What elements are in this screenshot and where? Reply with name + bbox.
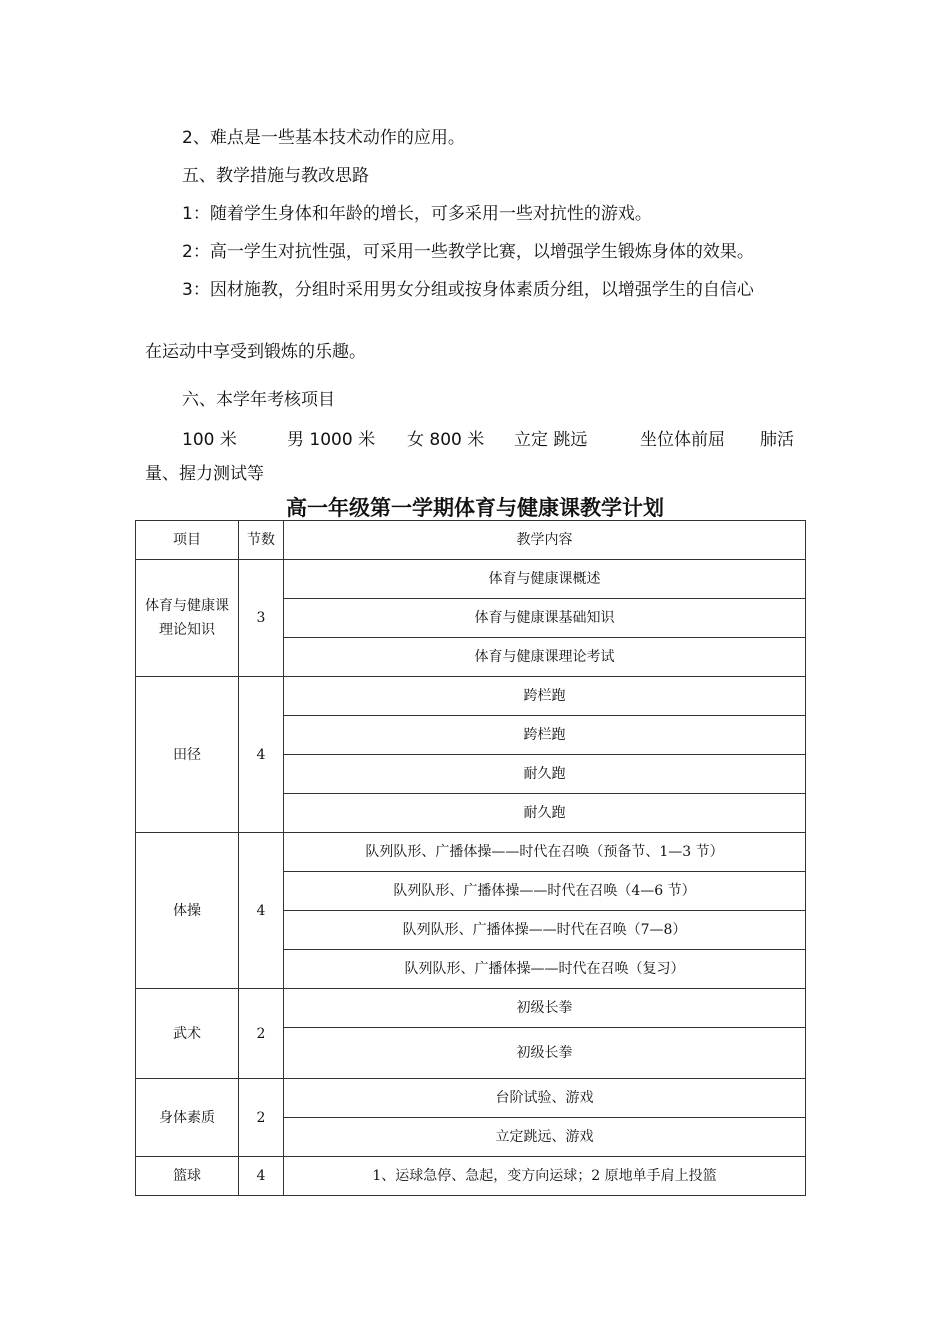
table-header-row (136, 521, 806, 560)
table-row (136, 989, 806, 1028)
group-name: 武术 (136, 989, 239, 1079)
table-row (136, 1157, 806, 1196)
group-hours: 4 (239, 833, 284, 989)
group-hours: 3 (239, 560, 284, 677)
group-hours: 2 (239, 989, 284, 1079)
content-cell: 台阶试验、游戏 (284, 1079, 806, 1118)
table-row (136, 677, 806, 716)
exam-item: 肺活 (760, 430, 794, 450)
exam-item: 女 800 米 (407, 430, 485, 450)
content-cell: 队列队形、广播体操——时代在召唤（4—6 节） (284, 872, 806, 911)
header-hours: 节数 (239, 521, 284, 560)
section-heading-exam: 六、本学年考核项目 (182, 390, 335, 410)
content-cell: 初级长拳 (284, 1028, 806, 1079)
paragraph-measure-1: 1：随着学生身体和年龄的增长，可多采用一些对抗性的游戏。 (182, 204, 652, 224)
group-hours: 4 (239, 1157, 284, 1196)
table-row (136, 1079, 806, 1118)
content-cell: 耐久跑 (284, 794, 806, 833)
exam-item: 男 1000 米 (287, 430, 376, 450)
exam-item: 立定 跳远 (514, 430, 588, 450)
group-name: 体育与健康课理论知识 (136, 560, 239, 677)
paragraph-exam-cont: 量、握力测试等 (145, 464, 264, 484)
paragraph-difficulty: 2、难点是一些基本技术动作的应用。 (182, 128, 465, 148)
paragraph-measure-3-cont: 在运动中享受到锻炼的乐趣。 (145, 342, 366, 362)
content-cell: 初级长拳 (284, 989, 806, 1028)
group-name: 体操 (136, 833, 239, 989)
content-cell: 体育与健康课理论考试 (284, 638, 806, 677)
group-name: 身体素质 (136, 1079, 239, 1157)
table-row (136, 560, 806, 599)
content-cell: 耐久跑 (284, 755, 806, 794)
table-title: 高一年级第一学期体育与健康课教学计划 (286, 495, 664, 520)
teaching-plan-table (135, 520, 806, 1196)
header-content: 教学内容 (284, 521, 806, 560)
content-cell: 队列队形、广播体操——时代在召唤（7—8） (284, 911, 806, 950)
group-name: 田径 (136, 677, 239, 833)
group-hours: 4 (239, 677, 284, 833)
table-row (136, 833, 806, 872)
group-name: 篮球 (136, 1157, 239, 1196)
exam-item: 100 米 (182, 430, 237, 450)
content-cell: 队列队形、广播体操——时代在召唤（预备节、1—3 节） (284, 833, 806, 872)
paragraph-measure-2: 2：高一学生对抗性强，可采用一些教学比赛，以增强学生锻炼身体的效果。 (182, 242, 754, 262)
content-cell: 队列队形、广播体操——时代在召唤（复习） (284, 950, 806, 989)
content-cell: 体育与健康课基础知识 (284, 599, 806, 638)
header-item: 项目 (136, 521, 239, 560)
exam-item: 坐位体前屈 (640, 430, 725, 450)
content-cell: 体育与健康课概述 (284, 560, 806, 599)
content-cell: 跨栏跑 (284, 677, 806, 716)
group-hours: 2 (239, 1079, 284, 1157)
paragraph-measure-3: 3：因材施教，分组时采用男女分组或按身体素质分组，以增强学生的自信心 (182, 280, 754, 300)
content-cell: 跨栏跑 (284, 716, 806, 755)
content-cell: 立定跳远、游戏 (284, 1118, 806, 1157)
content-cell: 1、运球急停、急起，变方向运球；2 原地单手肩上投篮 (284, 1157, 806, 1196)
section-heading-measures: 五、教学措施与教改思路 (182, 166, 369, 186)
